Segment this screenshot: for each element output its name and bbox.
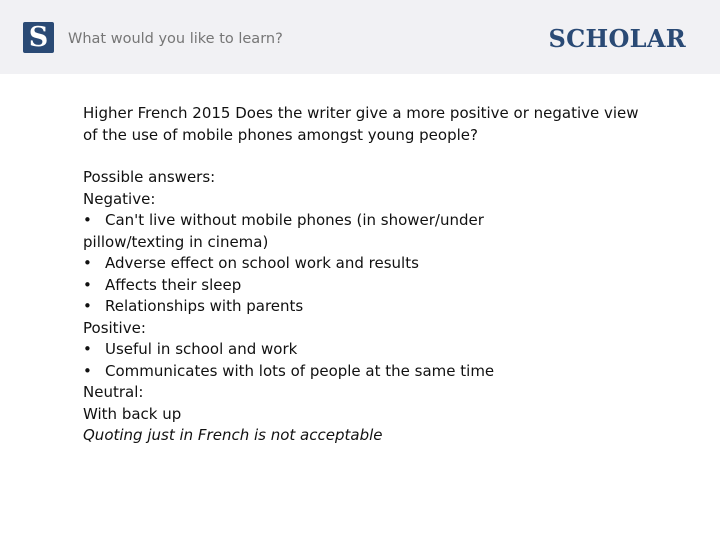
search-prompt[interactable]: What would you like to learn?: [68, 31, 283, 47]
note-text: Quoting just in French is not acceptable: [83, 426, 383, 444]
bullet-icon: •: [83, 361, 92, 380]
top-header-bar: [0, 0, 720, 74]
bullet-icon: •: [83, 340, 92, 358]
neutral-text: With back up: [83, 404, 182, 423]
bullet-icon: •: [83, 254, 92, 272]
list-item-continuation: pillow/texting in cinema): [83, 232, 269, 251]
slide-content: [83, 103, 693, 447]
bullet-icon: •: [83, 275, 92, 294]
list-item-text: Adverse effect on school work and results: [105, 254, 419, 272]
list-item-text: Can't live without mobile phones (in shower/under: [105, 211, 484, 229]
bullet-icon: •: [83, 297, 92, 315]
list-item: [83, 253, 693, 275]
list-item-text: Affects their sleep: [105, 275, 242, 294]
list-item: [83, 210, 693, 232]
scholar-logo-icon[interactable]: S: [23, 22, 54, 53]
list-item-text: Useful in school and work: [105, 340, 298, 358]
list-item: [83, 339, 693, 361]
list-item: [83, 296, 693, 318]
negative-label: Negative:: [83, 189, 156, 208]
list-item-text: Relationships with parents: [105, 297, 304, 315]
list-item: [83, 361, 693, 383]
neutral-label: Neutral:: [83, 383, 144, 401]
question-text: Higher French 2015 Does the writer give a more positive or negative view of the use of mobile phones amongst young people?: [83, 104, 639, 144]
list-item-text: Communicates with lots of people at the same time: [105, 361, 495, 380]
list-item: [83, 275, 693, 297]
brand-wordmark[interactable]: SCHOLAR: [548, 24, 686, 53]
possible-answers-label: Possible answers:: [83, 168, 216, 186]
positive-label: Positive:: [83, 318, 146, 337]
bullet-icon: •: [83, 211, 92, 229]
